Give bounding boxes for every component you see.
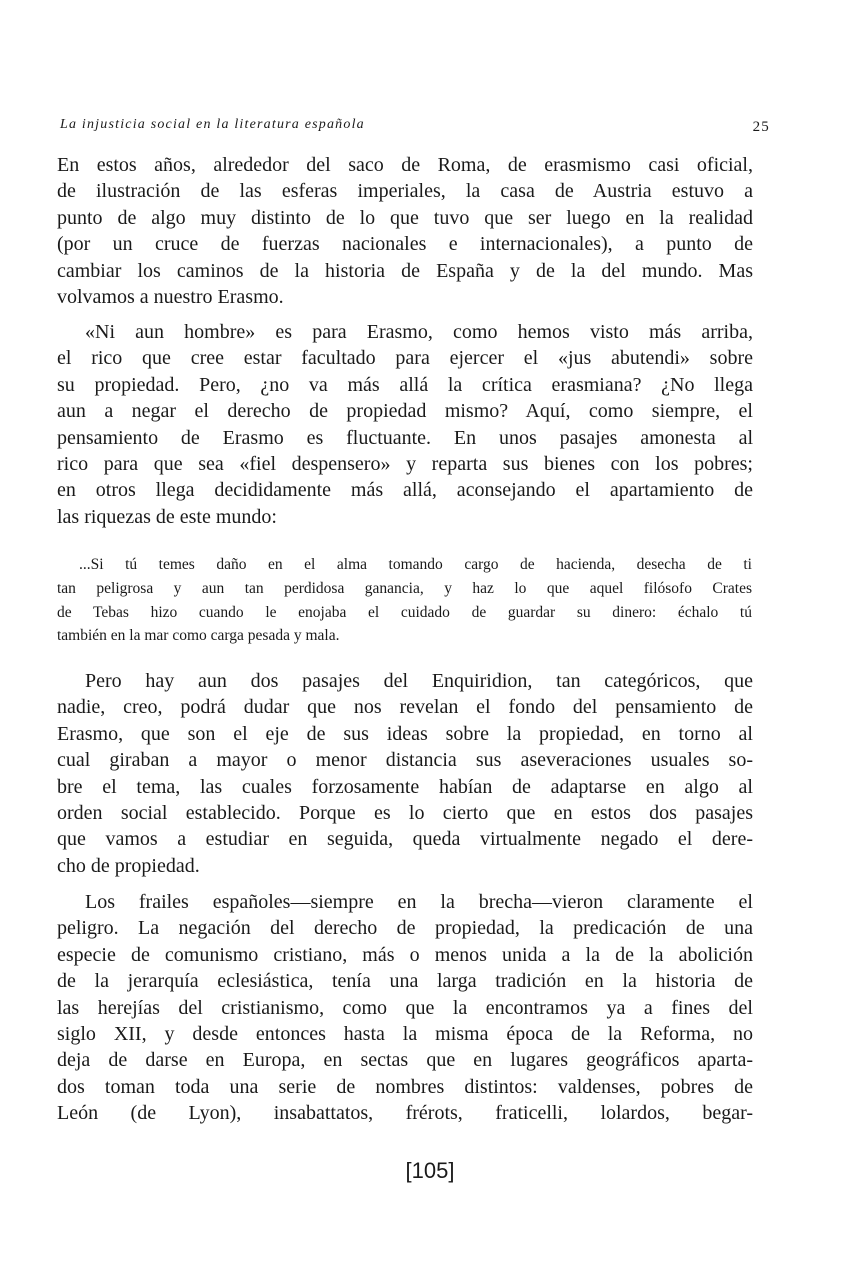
text-line: pensamiento de Erasmo es fluctuante. En unos pasajes amonesta al [57, 426, 753, 449]
text-line: cambiar los caminos de la historia de España y de la del mundo. Mas [57, 259, 753, 282]
text-line: punto de algo muy distinto de lo que tuvo que ser luego en la realidad [57, 206, 753, 229]
quote-line: de Tebas hizo cuando le enojaba el cuidado de guardar su dinero: échalo tú [57, 603, 752, 621]
paragraph-4 [57, 889, 753, 1127]
block-quote [57, 553, 752, 648]
text-line: peligro. La negación del derecho de propiedad, la predicación de una [57, 917, 753, 940]
text-line: de la jerarquía eclesiástica, tenía una larga tradición en la historia de [57, 970, 753, 993]
text-line: orden social establecido. Porque es lo cierto que en estos dos pasajes [57, 801, 753, 824]
text-line: Los frailes españoles—siempre en la brecha—vieron claramente el [85, 891, 753, 913]
paragraph-3 [57, 668, 753, 879]
text-line: «Ni aun hombre» es para Erasmo, como hemos visto más arriba, [85, 321, 753, 343]
text-line: rico para que sea «fiel despensero» y reparta sus bienes con los pobres; [57, 452, 753, 475]
text-line: En estos años, alrededor del saco de Roma, de erasmismo casi oficial, [57, 154, 753, 176]
text-line: su propiedad. Pero, ¿no va más allá la crítica erasmiana? ¿No llega [57, 373, 753, 396]
text-line: deja de darse en Europa, en sectas que en lugares geográficos aparta- [57, 1049, 753, 1072]
quote-line: ...Si tú temes daño en el alma tomando cargo de hacienda, desecha de ti [79, 556, 752, 573]
text-line: bre el tema, las cuales forzosamente habían de adaptarse en algo al [57, 775, 753, 798]
text-line: Pero hay aun dos pasajes del Enquiridion, tan categóricos, que [85, 670, 753, 692]
running-title: La injusticia social en la literatura española [60, 117, 365, 132]
text-line: volvamos a nuestro Erasmo. [57, 285, 284, 308]
paragraph-1 [57, 152, 753, 310]
text-line: cho de propiedad. [57, 854, 200, 877]
text-line: las herejías del cristianismo, como que la encontramos ya a fines del [57, 996, 753, 1019]
text-line: cual giraban a mayor o menor distancia sus aseveraciones usuales so- [57, 749, 753, 772]
text-line: aun a negar el derecho de propiedad mismo? Aquí, como siempre, el [57, 400, 753, 423]
text-line: en otros llega decididamente más allá, aconsejando el apartamiento de [57, 479, 753, 502]
text-line: siglo XII, y desde entonces hasta la misma época de la Reforma, no [57, 1022, 753, 1045]
text-line: León (de Lyon), insabattatos, frérots, fraticelli, lolardos, begar- [57, 1102, 753, 1125]
text-line: especie de comunismo cristiano, más o menos unida a la de la abolición [57, 943, 753, 966]
text-line: que vamos a estudiar en seguida, queda virtualmente negado el dere- [57, 828, 753, 851]
text-line: Erasmo, que son el eje de sus ideas sobre la propiedad, en torno al [57, 722, 753, 745]
quote-line: también en la mar como carga pesada y mala. [57, 627, 340, 645]
text-line: dos toman toda una serie de nombres distintos: valdenses, pobres de [57, 1075, 753, 1098]
running-header [60, 117, 770, 139]
quote-line: tan peligrosa y aun tan perdidosa ganancia, y haz lo que aquel filósofo Crates [57, 579, 752, 597]
text-line: las riquezas de este mundo: [57, 505, 277, 528]
text-line: (por un cruce de fuerzas nacionales e internacionales), a punto de [57, 233, 753, 256]
paragraph-2 [57, 319, 753, 530]
text-line: el rico que cree estar facultado para ejercer el «jus abutendi» sobre [57, 347, 753, 370]
page-number: 25 [752, 119, 770, 135]
folio-number: [105] [405, 1158, 455, 1183]
text-line: de ilustración de las esferas imperiales, la casa de Austria estuvo a [57, 180, 753, 203]
text-line: nadie, creo, podrá dudar que nos revelan el fondo del pensamiento de [57, 696, 753, 719]
